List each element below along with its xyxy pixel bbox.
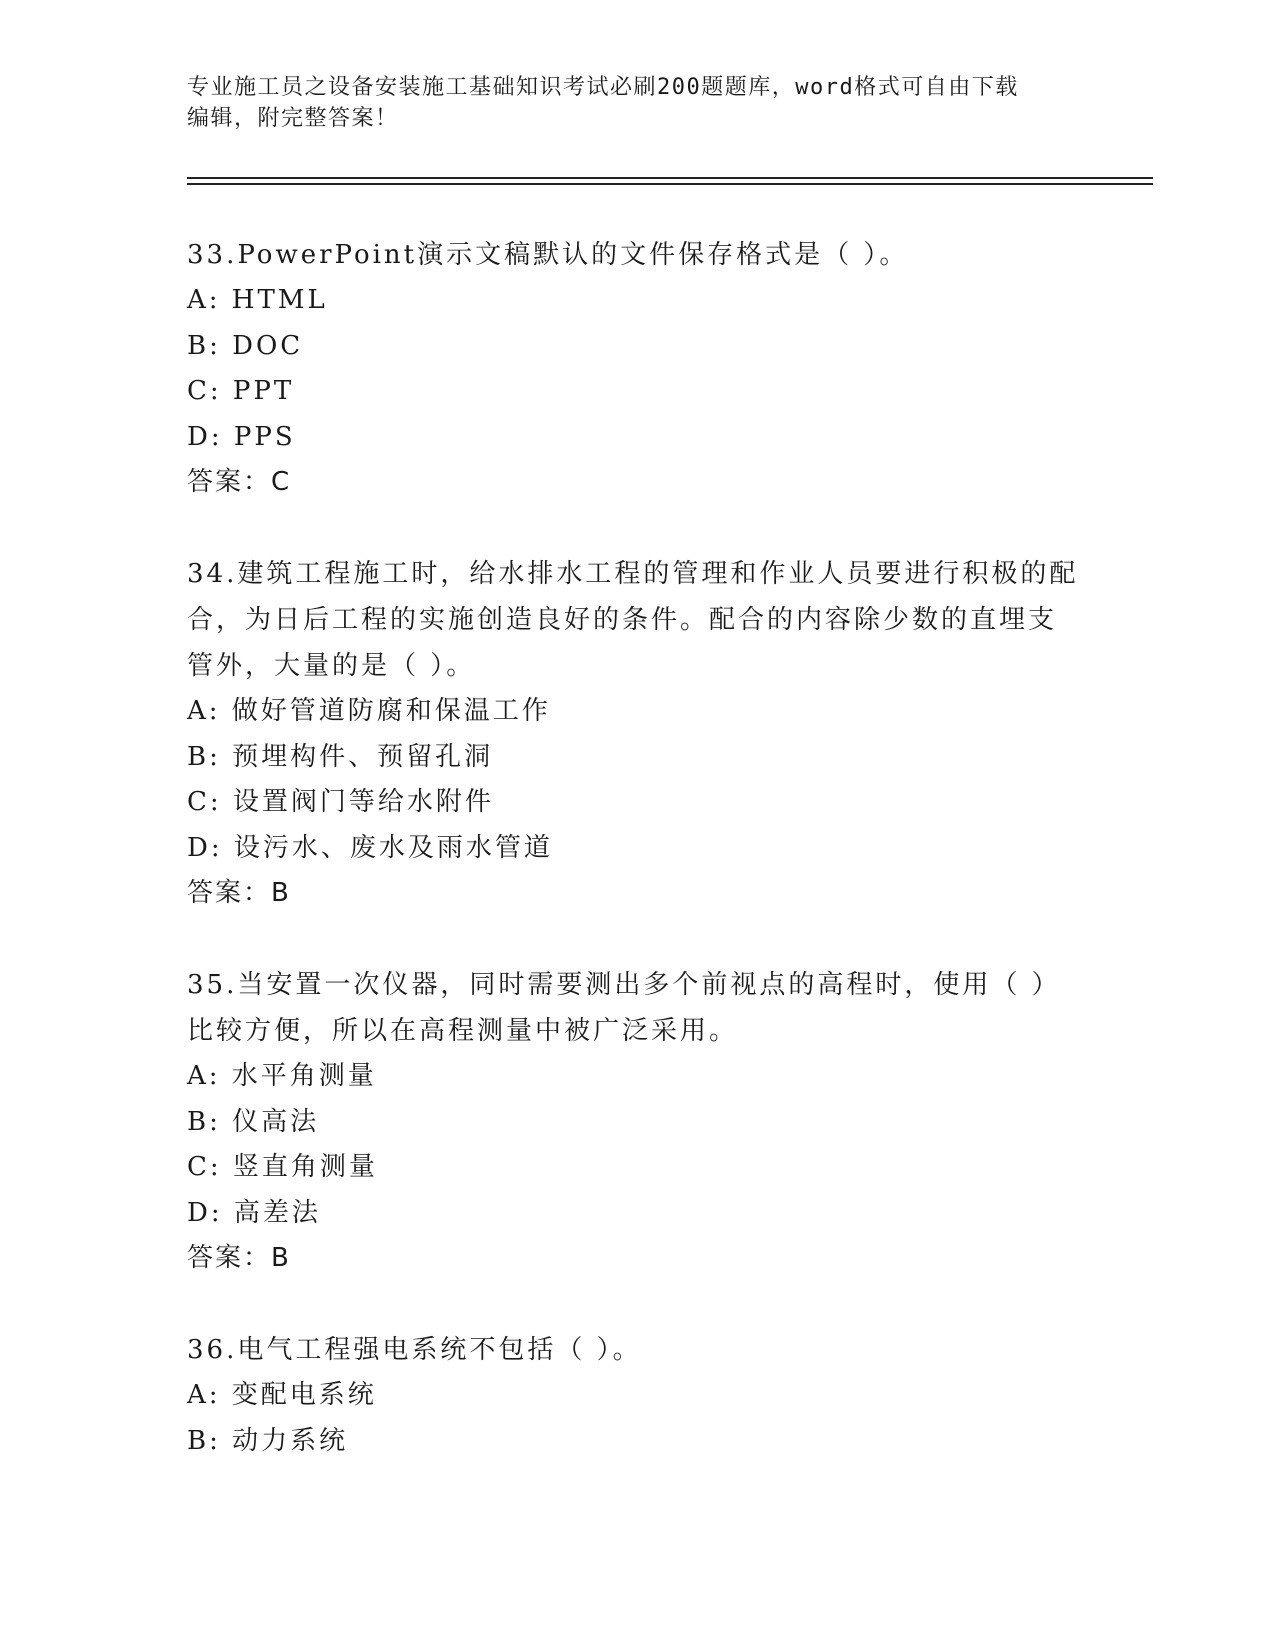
header-divider-bottom	[187, 183, 1153, 185]
answer: 答案：C	[187, 467, 292, 497]
option-a: A: HTML	[187, 285, 328, 315]
option-a: A: 做好管道防腐和保温工作	[187, 696, 551, 726]
option-d: D: 高差法	[187, 1197, 321, 1228]
header-line-2: 编辑，附完整答案！	[187, 106, 399, 131]
question-text: 合，为日后工程的实施创造良好的条件。配合的内容除少数的直埋支	[187, 605, 1058, 635]
answer: 答案：B	[187, 878, 291, 908]
question-34	[187, 551, 1087, 915]
question-text: 比较方便，所以在高程测量中被广泛采用。	[187, 1016, 739, 1046]
question-33	[187, 232, 1087, 504]
question-35	[187, 962, 1087, 1280]
option-a: A: 变配电系统	[187, 1380, 377, 1410]
question-list	[187, 232, 1087, 1464]
option-b: B: 仪高法	[187, 1106, 320, 1137]
option-c: C: PPT	[187, 376, 295, 406]
question-text: 33.PowerPoint演示文稿默认的文件保存格式是（ ）。	[187, 240, 909, 270]
header-line-1: 专业施工员之设备安装施工基础知识考试必刷200题题库，word格式可自由下载	[187, 75, 1019, 100]
question-text: 36.电气工程强电系统不包括（ ）。	[187, 1335, 642, 1365]
answer: 答案：B	[187, 1243, 291, 1273]
option-c: C: 竖直角测量	[187, 1152, 378, 1182]
document-header	[187, 72, 1067, 134]
header-divider-top	[187, 177, 1153, 179]
option-d: D: 设污水、废水及雨水管道	[187, 832, 553, 863]
option-b: B: 动力系统	[187, 1425, 349, 1456]
option-a: A: 水平角测量	[187, 1061, 377, 1091]
option-b: B: 预埋构件、预留孔洞	[187, 741, 494, 772]
question-text: 管外，大量的是（ ）。	[187, 651, 476, 681]
option-b: B: DOC	[187, 330, 304, 361]
question-text: 35.当安置一次仪器，同时需要测出多个前视点的高程时，使用（ ）	[187, 970, 1061, 1000]
option-c: C: 设置阀门等给水附件	[187, 787, 494, 817]
option-d: D: PPS	[187, 421, 296, 452]
question-text: 34.建筑工程施工时，给水排水工程的管理和作业人员要进行积极的配	[187, 559, 1079, 589]
question-36	[187, 1327, 1087, 1464]
